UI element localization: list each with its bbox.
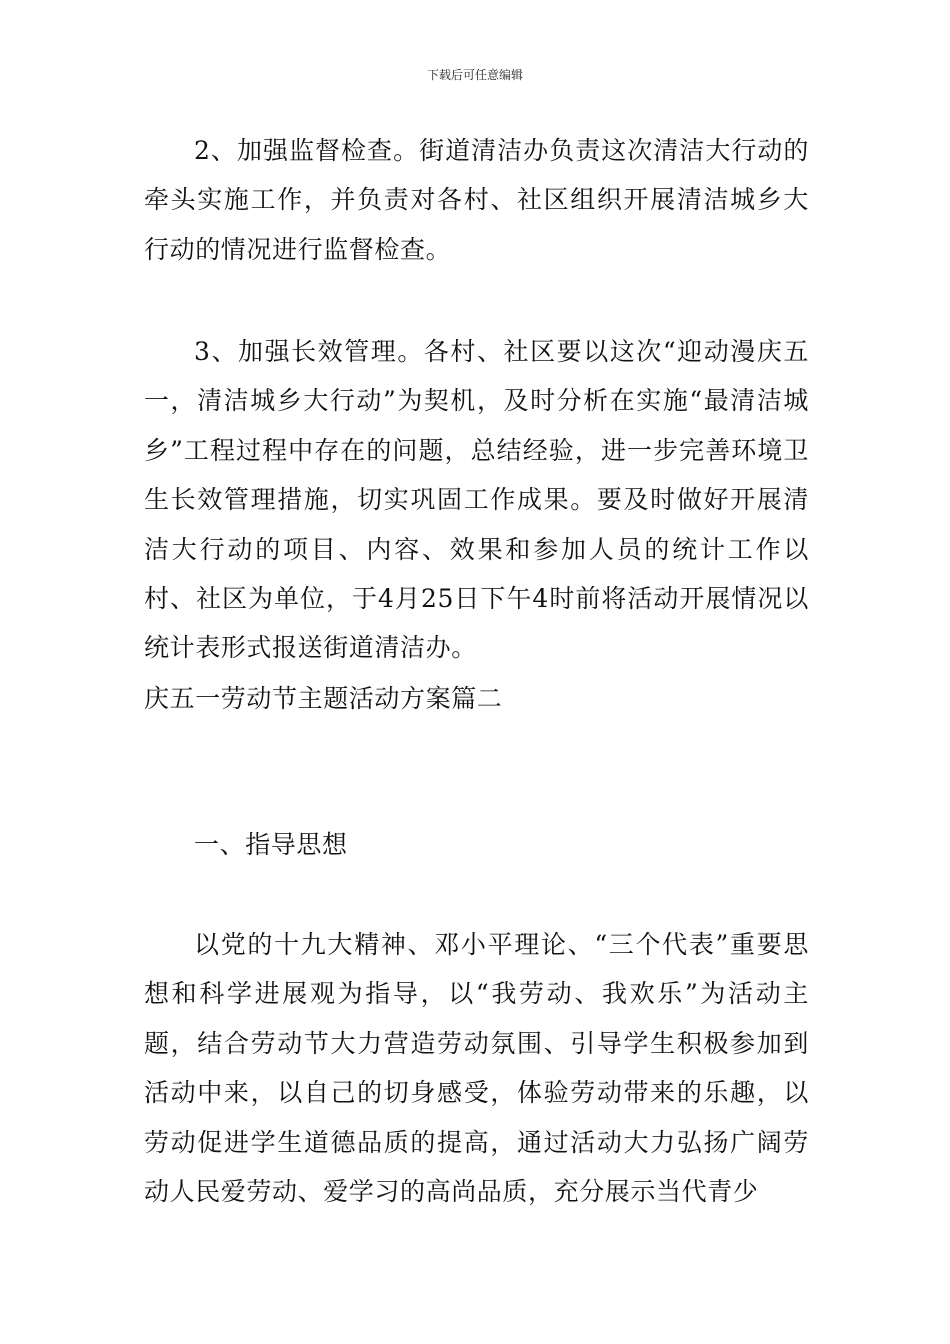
paragraph-guiding-thought	[144, 920, 809, 1216]
header-note: 下载后可任意编辑	[426, 68, 523, 82]
paragraph-text: 2、加强监督检查。街道清洁办负责这次清洁大行动的牵头实施工作，并负责对各村、社区组织开展清洁城乡大行动的情况进行监督检查。	[144, 136, 809, 264]
subheading-guiding-thought: 一、指导思想	[194, 830, 348, 859]
paragraph-text: 3、加强长效管理。各村、社区要以这次“迎动漫庆五一，清洁城乡大行动”为契机，及时分析在实施“最清洁城乡”工程过程中存在的问题，总结经验，进一步完善环境卫生长效管理措施，切实巩固工作成果。要及时做好开展清洁大行动的项目、内容、效果和参加人员的统计工作以村、社区为单位，于4月25日下午4时前将活动开展情况以统计表形式报送街道清洁办。	[144, 337, 809, 663]
section-title: 庆五一劳动节主题活动方案篇二	[144, 684, 503, 713]
paragraph-long-term-management	[144, 327, 809, 673]
paragraph-supervision	[144, 126, 809, 274]
paragraph-text: 以党的十九大精神、邓小平理论、“三个代表”重要思想和科学进展观为指导，以“我劳动、我欢乐”为活动主题，结合劳动节大力营造劳动氛围、引导学生积极参加到活动中来，以自己的切身感受，体验劳动带来的乐趣，以劳动促进学生道德品质的提高，通过活动大力弘扬广阔劳动人民爱劳动、爱学习的高尚品质，充分展示当代青少	[144, 930, 809, 1207]
